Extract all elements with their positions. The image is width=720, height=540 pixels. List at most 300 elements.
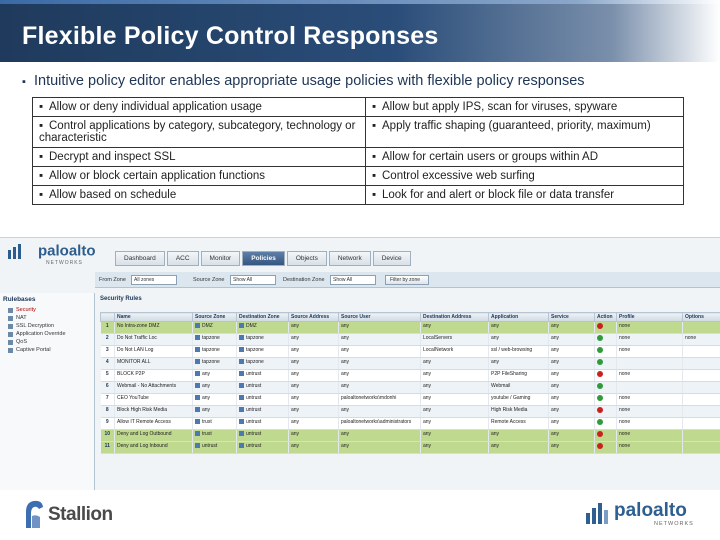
cell-sa (289, 406, 339, 418)
bullet-icon: ▪ (39, 189, 44, 201)
bullet-icon: ▪ (372, 151, 377, 163)
cell-text: P2P FileSharing (491, 371, 528, 377)
screenshot-brand: paloalto (38, 242, 96, 260)
cell-text: any (551, 407, 560, 413)
zone-icon (239, 443, 244, 448)
cell-text: DMZ (246, 323, 257, 329)
cell-da (421, 334, 489, 346)
cell-su (339, 406, 421, 418)
rulebase-sidebar (0, 293, 95, 490)
action-cell (595, 370, 617, 382)
cell-sa (289, 430, 339, 442)
table-row[interactable] (101, 322, 720, 334)
cell-text: 7 (105, 395, 109, 401)
cell-opt (683, 346, 720, 358)
cell-text: any (341, 443, 350, 449)
action-cell (595, 406, 617, 418)
allow-icon (597, 347, 603, 353)
cell-da (421, 358, 489, 370)
cell-su (339, 418, 421, 430)
cell-text: any (291, 431, 300, 437)
tab-policies[interactable]: Policies (242, 251, 285, 266)
zone-icon (195, 347, 200, 352)
cell-text: any (291, 347, 300, 353)
column-header[interactable]: Profile (617, 313, 683, 322)
cell-su (339, 430, 421, 442)
table-row[interactable] (101, 430, 720, 442)
cell-text: Deny and Log Inbound (117, 443, 168, 449)
column-header[interactable] (101, 313, 115, 322)
filter-by-zone-button[interactable]: Filter by zone (385, 275, 429, 285)
cell-text: Remote Access (491, 419, 526, 425)
tab-dashboard[interactable]: Dashboard (115, 251, 165, 266)
cell-text: trust (202, 431, 212, 437)
column-header[interactable]: Destination Zone (237, 313, 289, 322)
column-header[interactable]: Action (595, 313, 617, 322)
tab-network[interactable]: Network (329, 251, 371, 266)
cell-prof (617, 358, 683, 370)
zone-icon (239, 407, 244, 412)
cell-sz (193, 394, 237, 406)
cell-text: any (551, 347, 560, 353)
dest-zone-label: Destination Zone (283, 277, 325, 283)
zone-icon (239, 323, 244, 328)
cell-dz (237, 406, 289, 418)
rulebase-icon (8, 316, 13, 321)
column-header[interactable]: Application (489, 313, 549, 322)
cell-sz (193, 382, 237, 394)
cell-app (489, 418, 549, 430)
bullet-icon: ▪ (22, 76, 26, 88)
allow-icon (597, 383, 603, 389)
zone-icon (195, 335, 200, 340)
cell-text: 2 (105, 335, 109, 341)
cell-da (421, 394, 489, 406)
allow-icon (597, 419, 603, 425)
bullet-icon: ▪ (372, 170, 377, 182)
sidebar-item-label: Captive Portal (16, 347, 51, 353)
cell-sa (289, 442, 339, 454)
cell-prof (617, 322, 683, 334)
cell-text: trust (202, 419, 212, 425)
cell-su (339, 346, 421, 358)
screenshot-logo (6, 242, 106, 266)
feature-row (33, 148, 684, 167)
rulebase-icon (8, 340, 13, 345)
feature-cell (366, 98, 684, 117)
column-header[interactable]: Source Zone (193, 313, 237, 322)
cell-text: High Risk Media (491, 407, 528, 413)
cell-prof (617, 334, 683, 346)
feature-cell (33, 117, 366, 148)
table-row[interactable] (101, 346, 720, 358)
cell-dz (237, 346, 289, 358)
cell-su (339, 370, 421, 382)
cell-da (421, 418, 489, 430)
cell-da (421, 322, 489, 334)
column-header[interactable]: Destination Address (421, 313, 489, 322)
cell-text: any (341, 431, 350, 437)
cell-text: LocalNetwork (423, 347, 454, 353)
cell-text: none (619, 407, 631, 413)
cell-name (115, 334, 193, 346)
cell-opt (683, 382, 720, 394)
zone-icon (195, 323, 200, 328)
table-row[interactable] (101, 382, 720, 394)
action-cell (595, 382, 617, 394)
feature-text: Allow based on schedule (49, 189, 177, 201)
deny-icon (597, 323, 603, 329)
bullet-icon: ▪ (372, 120, 377, 132)
bullet-icon: ▪ (39, 170, 44, 182)
allow-icon (597, 335, 603, 341)
cell-svc (549, 346, 595, 358)
action-cell (595, 430, 617, 442)
column-header[interactable]: Name (115, 313, 193, 322)
cell-text: any (291, 407, 300, 413)
cell-name (115, 430, 193, 442)
cell-app (489, 370, 549, 382)
tab-objects[interactable]: Objects (287, 251, 327, 266)
sidebar-item-captive-portal[interactable] (0, 346, 94, 354)
cell-name (115, 322, 193, 334)
cell-text: 6 (105, 383, 109, 389)
cell-text: any (423, 359, 432, 365)
cell-text: untrust (246, 443, 262, 449)
cell-sa (289, 322, 339, 334)
cell-svc (549, 406, 595, 418)
feature-row (33, 117, 684, 148)
cell-text: any (551, 431, 560, 437)
sidebar-item-label: NAT (16, 315, 27, 321)
sidebar-item-security[interactable] (0, 306, 94, 314)
cell-text: any (341, 323, 350, 329)
cell-opt (683, 430, 720, 442)
cell-text: LocalServers (423, 335, 453, 341)
cell-sz (193, 346, 237, 358)
cell-name (115, 406, 193, 418)
feature-text: Look for and alert or block file or data transfer (382, 189, 615, 201)
cell-n (101, 382, 115, 394)
cell-text: Allow IT Remote Access (117, 419, 171, 425)
sidebar-item-label: Security (16, 307, 36, 313)
cell-text: any (202, 395, 211, 401)
tab-monitor[interactable]: Monitor (201, 251, 241, 266)
cell-text: Do Not Traffic Loc (117, 335, 157, 341)
cell-su (339, 394, 421, 406)
zone-icon (239, 371, 244, 376)
rules-title: Security Rules (100, 296, 142, 302)
cell-text: CEO YouTube (117, 395, 149, 401)
cell-text: untrust (246, 419, 262, 425)
zone-icon (195, 443, 200, 448)
cell-n (101, 334, 115, 346)
zone-icon (239, 335, 244, 340)
zone-icon (239, 395, 244, 400)
cell-app (489, 322, 549, 334)
cell-text: DMZ (202, 323, 213, 329)
cell-text: none (619, 431, 631, 437)
paloalto-mark-icon (584, 500, 610, 526)
sidebar-item-ssl-decryption[interactable] (0, 322, 94, 330)
column-header[interactable]: Source User (339, 313, 421, 322)
cell-name (115, 394, 193, 406)
action-cell (595, 358, 617, 370)
cell-text: any (291, 335, 300, 341)
cell-sz (193, 370, 237, 382)
cell-text: MONITOR ALL (117, 359, 151, 365)
screenshot-brand-sub: NETWORKS (46, 260, 83, 266)
cell-text: untrust (246, 371, 262, 377)
cell-svc (549, 394, 595, 406)
cell-text: untrust (246, 431, 262, 437)
cell-text: any (202, 407, 211, 413)
feature-cell (33, 148, 366, 167)
cell-prof (617, 346, 683, 358)
rulebase-icon (8, 332, 13, 337)
cell-text: none (619, 347, 631, 353)
cell-text: paloaltonetworks\mdonhi (341, 395, 397, 401)
cell-text: any (291, 383, 300, 389)
cell-text: any (291, 443, 300, 449)
cell-su (339, 334, 421, 346)
cell-n (101, 430, 115, 442)
rulebase-icon (8, 348, 13, 353)
cell-sz (193, 334, 237, 346)
cell-dz (237, 418, 289, 430)
cell-opt (683, 406, 720, 418)
zone-icon (239, 431, 244, 436)
cell-sz (193, 418, 237, 430)
cell-text: any (491, 323, 500, 329)
cell-text: 9 (105, 419, 109, 425)
stallion-horse-icon (22, 498, 46, 530)
source-zone-label: Source Zone (193, 277, 225, 283)
zone-icon (195, 383, 200, 388)
feature-text: Allow but apply IPS, scan for viruses, spyware (382, 101, 618, 113)
deny-icon (597, 431, 603, 437)
paloalto-footer-logo (584, 496, 694, 532)
cell-text: any (491, 443, 500, 449)
zone-icon (239, 347, 244, 352)
sidebar-item-label: Application Override (16, 331, 66, 337)
cell-text: Do Not LAN Log (117, 347, 154, 353)
cell-opt (683, 370, 720, 382)
cell-text: any (423, 371, 432, 377)
cell-name (115, 418, 193, 430)
cell-text: untrust (246, 383, 262, 389)
column-header[interactable]: Source Address (289, 313, 339, 322)
cell-da (421, 382, 489, 394)
feature-text: Apply traffic shaping (guaranteed, priority, maximum) (382, 120, 651, 132)
zone-icon (195, 407, 200, 412)
table-row[interactable] (101, 394, 720, 406)
allow-icon (597, 359, 603, 365)
cell-text: paloaltonetworks\administrators (341, 419, 412, 425)
cell-svc (549, 370, 595, 382)
zone-icon (195, 359, 200, 364)
feature-text: Allow or deny individual application usage (49, 101, 262, 113)
cell-name (115, 358, 193, 370)
cell-text: any (423, 383, 432, 389)
cell-n (101, 370, 115, 382)
cell-text: Deny and Log Outbound (117, 431, 172, 437)
zone-icon (195, 431, 200, 436)
cell-sa (289, 358, 339, 370)
cell-text: any (341, 407, 350, 413)
bullet-icon: ▪ (39, 120, 44, 132)
sidebar-item-qos[interactable] (0, 338, 94, 346)
cell-text: none (619, 395, 631, 401)
cell-text: any (551, 419, 560, 425)
table-row[interactable] (101, 406, 720, 418)
cell-text: tapzone (246, 335, 264, 341)
cell-text: any (491, 335, 500, 341)
cell-text: No Intra-zone DMZ (117, 323, 160, 329)
cell-dz (237, 370, 289, 382)
cell-text: any (291, 323, 300, 329)
paloalto-footer-sub: NETWORKS (654, 521, 694, 527)
column-header[interactable]: Options (683, 313, 720, 322)
cell-text: Webmail - No Attachments (117, 383, 177, 389)
cell-text: none (619, 335, 631, 341)
intro-bullet (22, 73, 585, 89)
cell-name (115, 382, 193, 394)
cell-text: any (341, 347, 350, 353)
cell-prof (617, 430, 683, 442)
cell-n (101, 394, 115, 406)
cell-app (489, 346, 549, 358)
sidebar-item-application-override[interactable] (0, 330, 94, 338)
cell-text: 5 (105, 371, 109, 377)
cell-dz (237, 358, 289, 370)
cell-dz (237, 430, 289, 442)
tab-acc[interactable]: ACC (167, 251, 199, 266)
cell-text: any (291, 395, 300, 401)
cell-sz (193, 322, 237, 334)
cell-app (489, 394, 549, 406)
table-row[interactable] (101, 334, 720, 346)
feature-text: Allow for certain users or groups within AD (382, 151, 599, 163)
security-rules-table (100, 312, 720, 454)
cell-app (489, 334, 549, 346)
action-cell (595, 334, 617, 346)
cell-text: youtube / Gaming (491, 395, 531, 401)
cell-text: any (423, 407, 432, 413)
cell-text: none (619, 371, 631, 377)
cell-svc (549, 382, 595, 394)
cell-text: none (619, 419, 631, 425)
cell-prof (617, 382, 683, 394)
cell-prof (617, 394, 683, 406)
cell-text: untrust (202, 443, 218, 449)
bullet-icon: ▪ (372, 189, 377, 201)
table-row[interactable] (101, 370, 720, 382)
cell-sa (289, 370, 339, 382)
feature-table (32, 97, 684, 205)
table-row[interactable] (101, 418, 720, 430)
rulebase-icon (8, 324, 13, 329)
sidebar-item-label: QoS (16, 339, 28, 345)
feature-cell (366, 186, 684, 205)
title-accent (0, 0, 720, 4)
deny-icon (597, 407, 603, 413)
cell-text: any (551, 395, 560, 401)
cell-text: 3 (105, 347, 109, 353)
rulebase-icon (8, 308, 13, 313)
cell-prof (617, 418, 683, 430)
cell-app (489, 430, 549, 442)
cell-text: any (423, 323, 432, 329)
cell-text: ssl / web-browsing (491, 347, 533, 353)
cell-sz (193, 442, 237, 454)
cell-opt (683, 418, 720, 430)
cell-text: any (551, 383, 560, 389)
cell-text: any (551, 323, 560, 329)
from-zone-select[interactable]: All zones (131, 275, 177, 285)
cell-n (101, 442, 115, 454)
zone-icon (195, 371, 200, 376)
cell-text: any (291, 359, 300, 365)
cell-text: any (551, 443, 560, 449)
cell-dz (237, 394, 289, 406)
cell-su (339, 382, 421, 394)
cell-n (101, 418, 115, 430)
cell-sa (289, 382, 339, 394)
cell-svc (549, 358, 595, 370)
action-cell (595, 322, 617, 334)
dest-zone-select[interactable]: Show All (330, 275, 376, 285)
feature-row (33, 167, 684, 186)
cell-text: any (341, 335, 350, 341)
bullet-icon: ▪ (372, 101, 377, 113)
cell-name (115, 346, 193, 358)
title-band (0, 0, 720, 62)
cell-da (421, 406, 489, 418)
filter-bar (95, 272, 720, 288)
feature-cell (33, 186, 366, 205)
table-row[interactable] (101, 358, 720, 370)
cell-text: 1 (105, 323, 109, 329)
cell-text: tapzone (246, 347, 264, 353)
cell-text: any (551, 371, 560, 377)
action-cell (595, 418, 617, 430)
sidebar-head: Rulebases (3, 296, 36, 303)
source-zone-select[interactable]: Show All (230, 275, 276, 285)
feature-text: Decrypt and inspect SSL (49, 151, 176, 163)
table-row[interactable] (101, 442, 720, 454)
action-cell (595, 346, 617, 358)
cell-svc (549, 430, 595, 442)
zone-icon (195, 395, 200, 400)
cell-svc (549, 322, 595, 334)
cell-text: any (423, 443, 432, 449)
cell-text: any (423, 419, 432, 425)
stallion-wordmark: Stallion (48, 504, 113, 525)
feature-cell (366, 167, 684, 186)
action-cell (595, 442, 617, 454)
column-header[interactable]: Service (549, 313, 595, 322)
paloalto-wordmark: paloalto (614, 500, 687, 521)
cell-text: any (341, 359, 350, 365)
cell-sa (289, 346, 339, 358)
cell-text: tapzone (202, 335, 220, 341)
sidebar-item-nat[interactable] (0, 314, 94, 322)
tab-device[interactable]: Device (373, 251, 411, 266)
zone-icon (195, 419, 200, 424)
feature-text: Allow or block certain application functions (49, 170, 266, 182)
cell-sz (193, 430, 237, 442)
